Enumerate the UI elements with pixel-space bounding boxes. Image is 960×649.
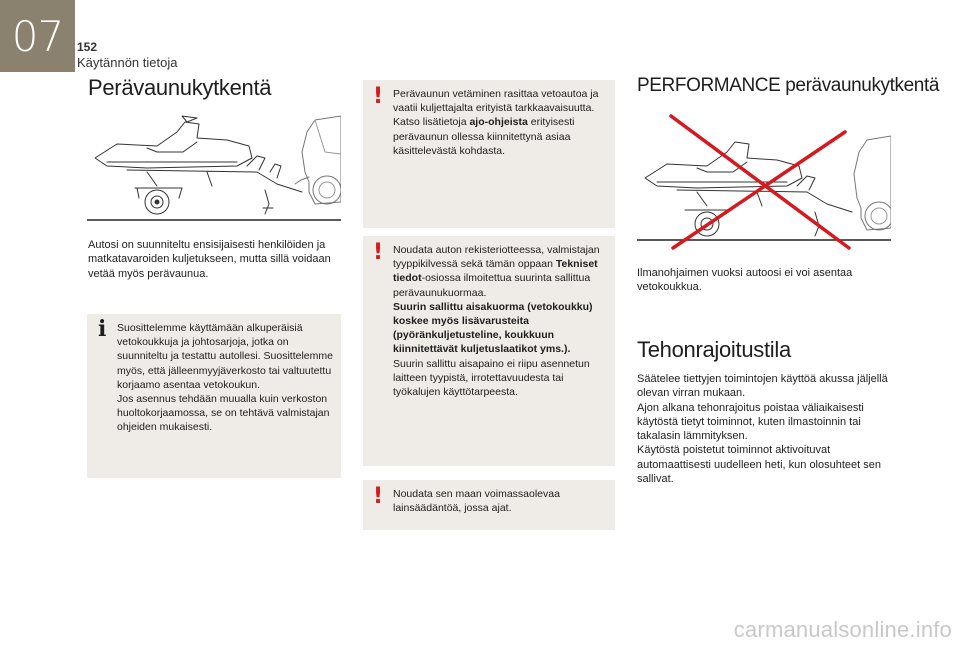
warning-2-part2: -osiossa ilmoitettua suurinta sallittua perävaunukuormaa. (393, 272, 591, 299)
towbar-section-title: Perävaunukytkentä (88, 75, 272, 100)
warning-1-text (393, 87, 609, 158)
info-icon: i (98, 316, 107, 342)
crossed-out-trailer-illustration (637, 112, 891, 252)
warning-2-part3: Suurin sallittu aisapaino ei riipu asennetun laitteen tyypistä, irrotettavuudesta tai työkalujen käyttötarpeesta. (393, 357, 590, 399)
warning-box-legislation (363, 480, 615, 530)
page-number: 152 (77, 40, 98, 54)
warning-exclamation-icon: ! (373, 240, 384, 265)
watermark: carmanualsonline.info (733, 617, 952, 642)
warning-box-load-limits (363, 236, 615, 466)
power-limit-body-text: Säätelee tiettyjen toimintojen käyttöä akussa jäljellä olevan virran mukaan. Ajon alkana tehonrajoitus poistaa väliaikaisesti käytöstä tietyt toiminnot, kuten ilmastoinnin tai takalasin lämmityksen. Käytöstä poistetut toiminnot aktivoituvat automaattisesti uudelleen heti, kun olosuhteet sen sallivat. (637, 373, 888, 486)
warning-1-part2: erityisesti perävaunun ollessa kiinnitettynä asiaa käsittelevästä kohdasta. (393, 116, 575, 157)
performance-body-text: Ilmanohjaimen vuoksi autoosi ei voi asentaa vetokoukkua. (637, 267, 853, 294)
chapter-number: 07 (11, 11, 64, 61)
warning-2-part1: Noudata auton rekisteriotteessa, valmistajan tyyppikilvessä sekä tämän oppaan (393, 244, 600, 271)
warning-2-bold1: Tekniset tiedot (393, 258, 598, 285)
towbar-body-text: Autosi on suunniteltu ensisijaisesti henkilöiden ja matkatavaroiden kuljetukseen, mutta sillä voidaan vetää myös perävaunua. (88, 239, 331, 280)
chapter-title: Käytännön tietoja (77, 55, 178, 70)
power-limit-section-title: Tehonrajoitustila (637, 337, 791, 362)
performance-section-title: PERFORMANCE perävaunukytkentä (637, 75, 940, 96)
warning-box-towing-strain (363, 80, 615, 228)
warning-1-bold: ajo-ohjeista (469, 116, 528, 129)
warning-2-text (393, 243, 609, 399)
warning-exclamation-icon: ! (373, 484, 384, 509)
info-box-text: Suosittelemme käyttämään alkuperäisiä vetokoukkuja ja johtosarjoja, jotka on suunniteltu ja testattu autollesi. Suosittelemme myös, että jälleenmyyjäverkosto tai valtuutettu korjaamo asentaa vetokoukun. Jos asennus tehdään muualla kuin verkoston huoltokorjaamossa, se on tehtävä valmistajan ohjeiden mukaisesti. (117, 322, 333, 434)
info-box (87, 314, 341, 478)
warning-exclamation-icon: ! (373, 84, 384, 109)
warning-1-part1: Perävaunun vetäminen rasittaa vetoautoa ja vaatii kuljettajalta erityistä tarkkaavaisuutta. Katso lisätietoja (393, 88, 599, 129)
warning-3-text: Noudata sen maan voimassaolevaa lainsäädäntöä, jossa ajat. (393, 488, 560, 515)
chapter-badge (0, 0, 75, 72)
jetski-trailer-illustration (87, 112, 341, 226)
warning-2-bold2: Suurin sallittu aisakuorma (vetokoukku) koskee myös lisävarusteita (pyöränkuljetusteline, koukkuun kiinnitettävät kuljetuslaatikot yms.). (393, 300, 593, 356)
